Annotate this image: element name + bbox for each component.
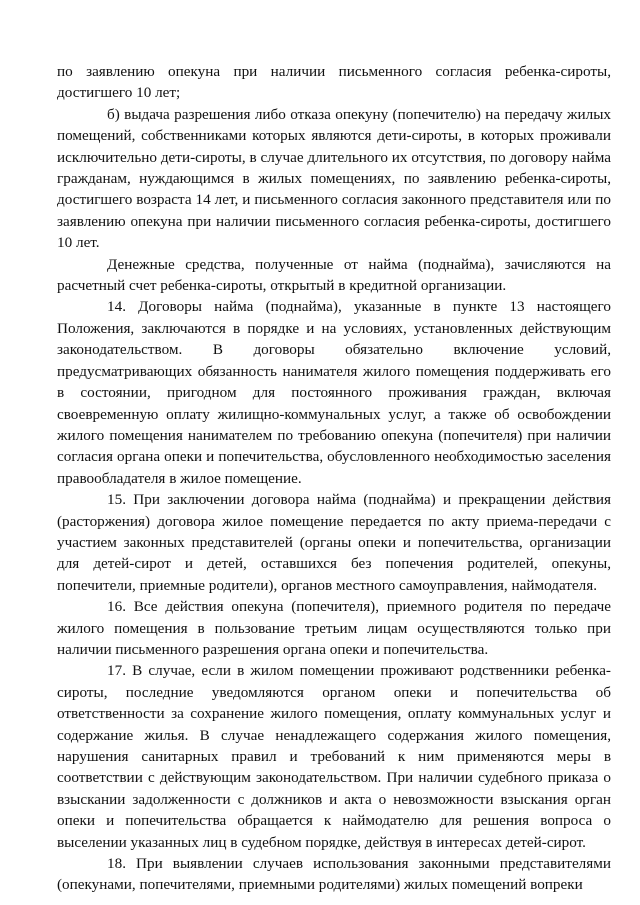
document-page: [57, 61, 611, 896]
paragraph-continuation: по заявлению опекуна при наличии письменного согласия ребенка-сироты, достигшего 10 лет;: [57, 63, 611, 102]
paragraph-17: 17. В случае, если в жилом помещении проживают родственники ребенка-сироты, последние уведомляются органом опеки и попечительства об ответственности за сохранение жилого помещения, оплату коммунальных услуг и содержание жилья. В случае ненадлежащего содержания жилого помещения, нарушения санитарных правил и требований к ним применяются меры в соответствии с действующим законодательством. При наличии судебного приказа о взыскании задолженности с должников и акта о невозможности взыскания орган опеки и попечительства обращается к наймодателю для решения вопроса о выселении указанных лиц в судебном порядке, действуя в интересах детей-сирот.: [57, 662, 611, 851]
paragraph-16: 16. Все действия опекуна (попечителя), приемного родителя по передаче жилого помещения в пользование третьим лицам осуществляются только при наличии письменного разрешения органа опеки и попечительства.: [57, 598, 611, 658]
paragraph-18: 18. При выявлении случаев использования законными представителями (опекунами, попечителями, приемными родителями) жилых помещений вопреки: [57, 855, 611, 894]
paragraph-14: 14. Договоры найма (поднайма), указанные в пункте 13 настоящего Положения, заключаются в порядке и на условиях, установленных действующим законодательством. В договоры обязательно включение условий, предусматривающих обязанность нанимателя жилого помещения поддерживать его в состоянии, пригодном для постоянного проживания граждан, включая своевременную оплату жилищно-коммунальных услуг, а также об освобождении жилого помещения нанимателем по требованию опекуна (попечителя) при наличии согласия органа опеки и попечительства, обусловленного необходимостью заселения правообладателя в жилое помещение.: [57, 298, 611, 487]
paragraph-funds: Денежные средства, полученные от найма (поднайма), зачисляются на расчетный счет ребенка-сироты, открытый в кредитной организации.: [57, 255, 611, 295]
paragraph-subitem-b: б) выдача разрешения либо отказа опекуну (попечителю) на передачу жилых помещений, собственниками которых являются дети-сироты, в которых проживали исключительно дети-сироты, в случае длительного их отсутствия, по договору найма гражданам, нуждающимся в жилых помещениях, по заявлению ребенка-сироты, достигшего возраста 14 лет, и письменного согласия законного представителя или по заявлению опекуна при наличии письменного согласия ребенка-сироты, достигшего 10 лет.: [57, 105, 611, 252]
paragraph-15: 15. При заключении договора найма (поднайма) и прекращении действия (расторжения) договора жилое помещение передается по акту приема-передачи с участием законных представителей (органы опеки и попечительства, организации для детей-сирот и детей, оставшихся без попечения родителей, опекуны, попечители, приемные родители), органов местного самоуправления, наймодателя.: [57, 491, 611, 594]
